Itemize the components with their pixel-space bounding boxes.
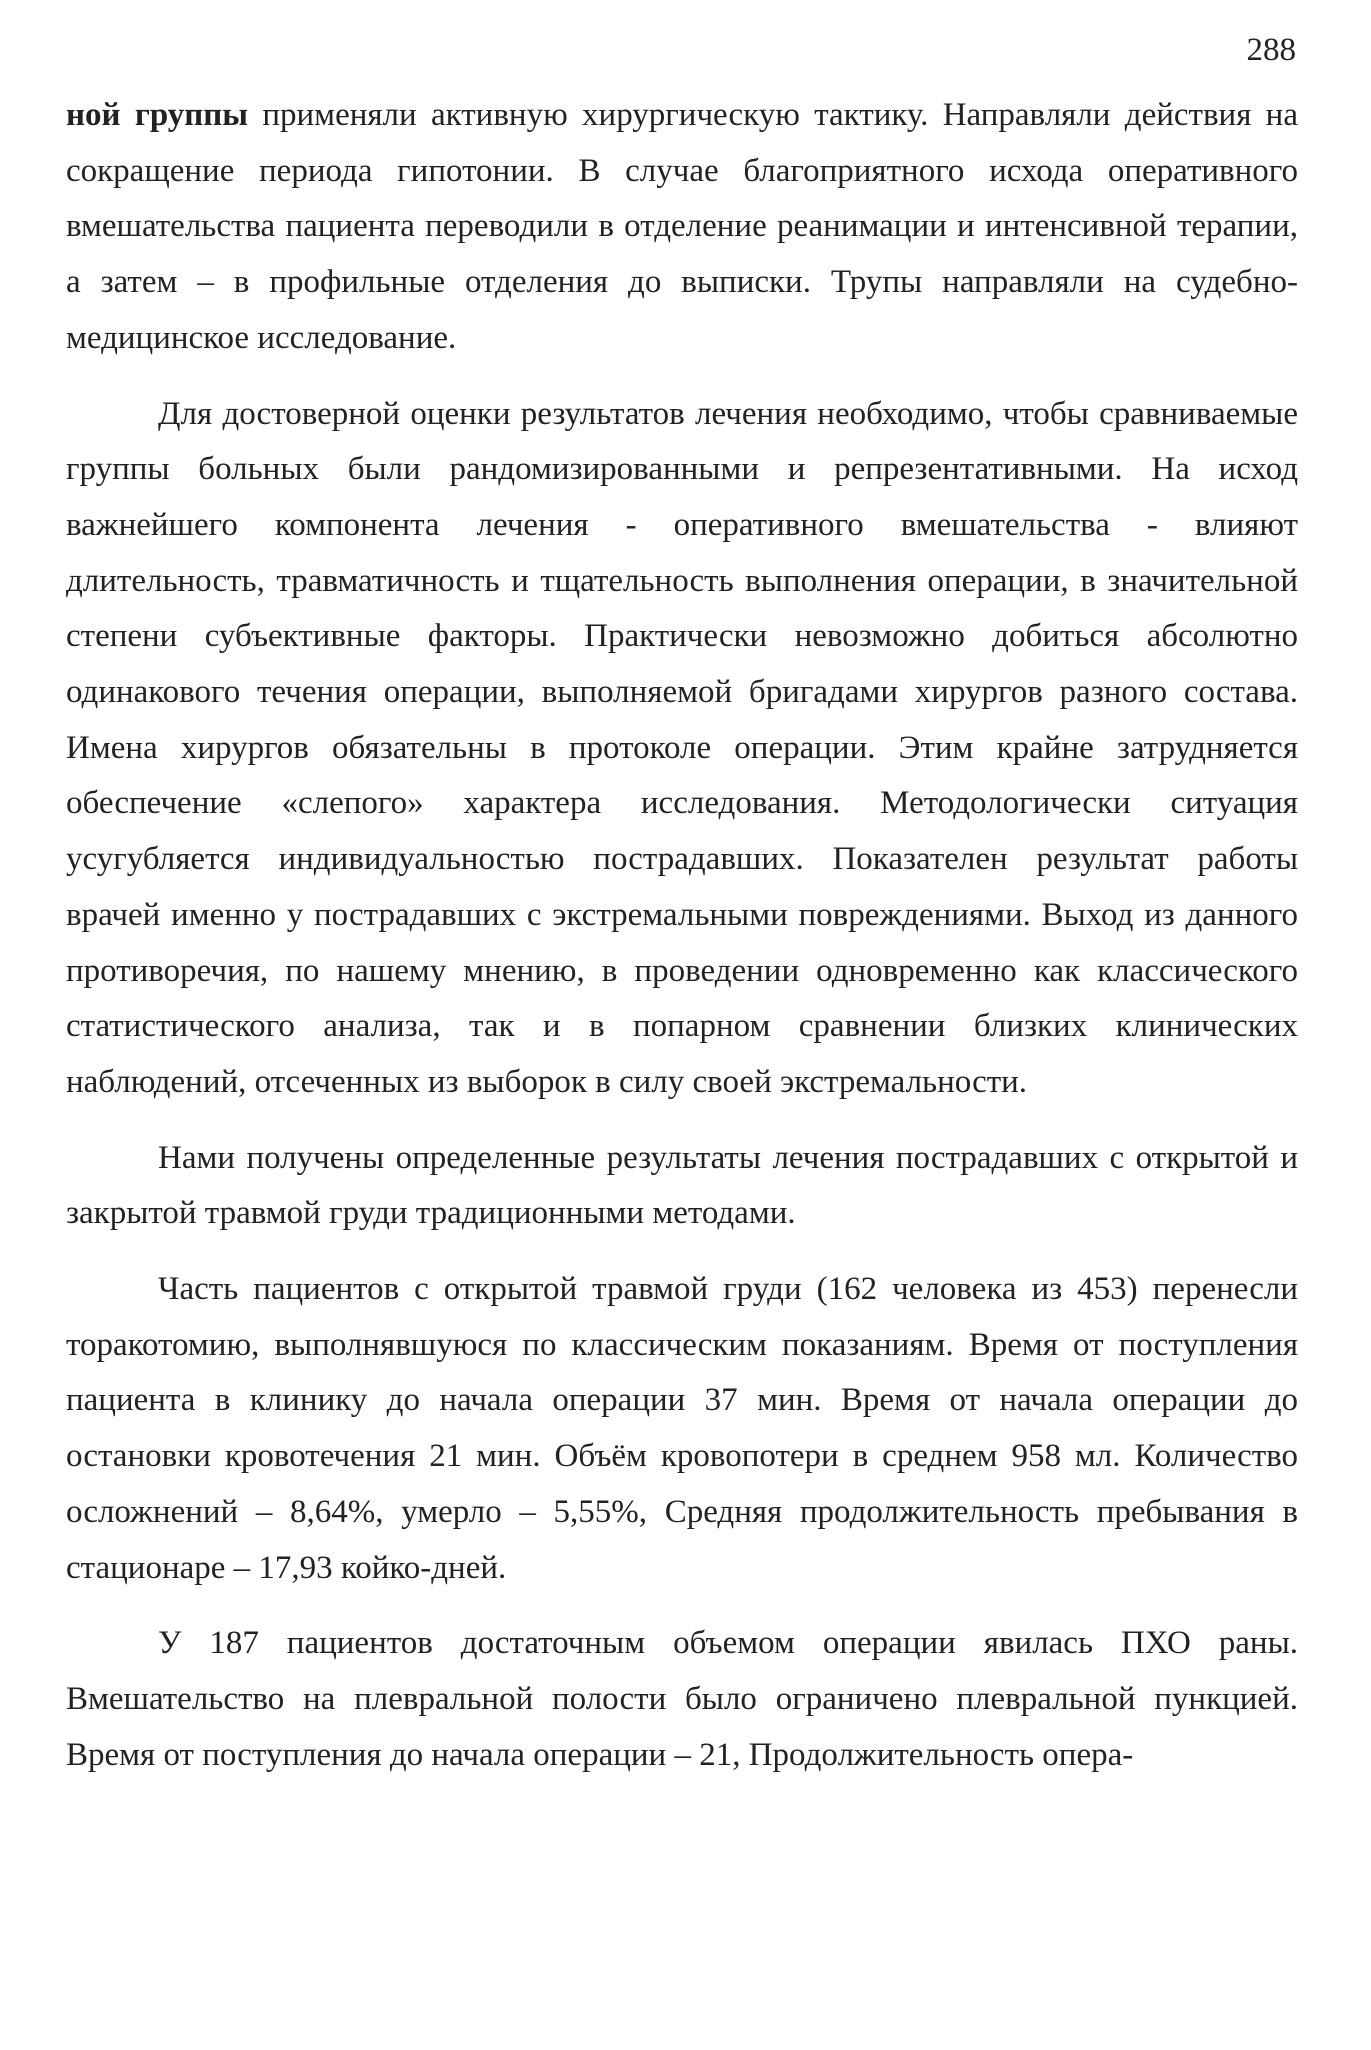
paragraph-1-bold-lead: ной группы [66, 97, 249, 133]
paragraph-2: Для достоверной оценки результатов лечения необходимо, чтобы сравниваемые группы больных были рандомизированными и репрезентативными. На исход важнейшего компонента лечения - оперативного вмешательства - влияют длительность, травматичность и тщательность выполнения операции, в значительной степени субъективные факторы. Практически невозможно добиться абсолютно одинакового течения операции, выполняемой бригадами хирургов разного состава. Имена хирургов обязательны в протоколе операции. Этим крайне затрудняется обеспечение «слепого» характера исследования. Методологически ситуация усугубляется индивидуальностью пострадавших. Показателен результат работы врачей именно у пострадавших с экстремальными повреждениями. Выход из данного противоречия, по нашему мнению, в проведении одновременно как классического статистического анализа, так и в попарном сравнении близких клинических наблюдений, отсеченных из выборок в силу своей экстремальности. [66, 395, 1298, 1100]
paragraph-1 [66, 88, 1298, 367]
paragraph-4: Часть пациентов с открытой травмой груди (162 человека из 453) перенесли торакотомию, выполнявшуюся по классическим показаниям. Время от поступления пациента в клинику до начала операции 37 мин. Время от начала операции до остановки кровотечения 21 мин. Объём кровопотери в среднем 958 мл. Количество осложнений – 8,64%, умерло – 5,55%, Средняя продолжительность пребывания в стационаре – 17,93 койко-дней. [66, 1271, 1298, 1586]
paragraph-3: Нами получены определенные результаты лечения пострадавших с открытой и закрытой травмой груди традиционными методами. [66, 1139, 1298, 1232]
paragraph-1-text: применяли активную хирургическую тактику. Направляли действия на сокращение периода гипотонии. В случае благоприятного исхода оперативного вмешательства пациента переводили в отделение реанимации и интенсивной терапии, а затем – в профильные отделения до выписки. Трупы направляли на судебно-медицинское исследование. [66, 97, 1298, 356]
document-body [66, 88, 1298, 1803]
paragraph-5: У 187 пациентов достаточным объемом операции явилась ПХО раны. Вмешательство на плевральной полости было ограничено плевральной пункцией. Время от поступления до начала операции – 21, Продолжительность опера- [66, 1625, 1298, 1773]
page-number: 288 [1246, 32, 1296, 68]
